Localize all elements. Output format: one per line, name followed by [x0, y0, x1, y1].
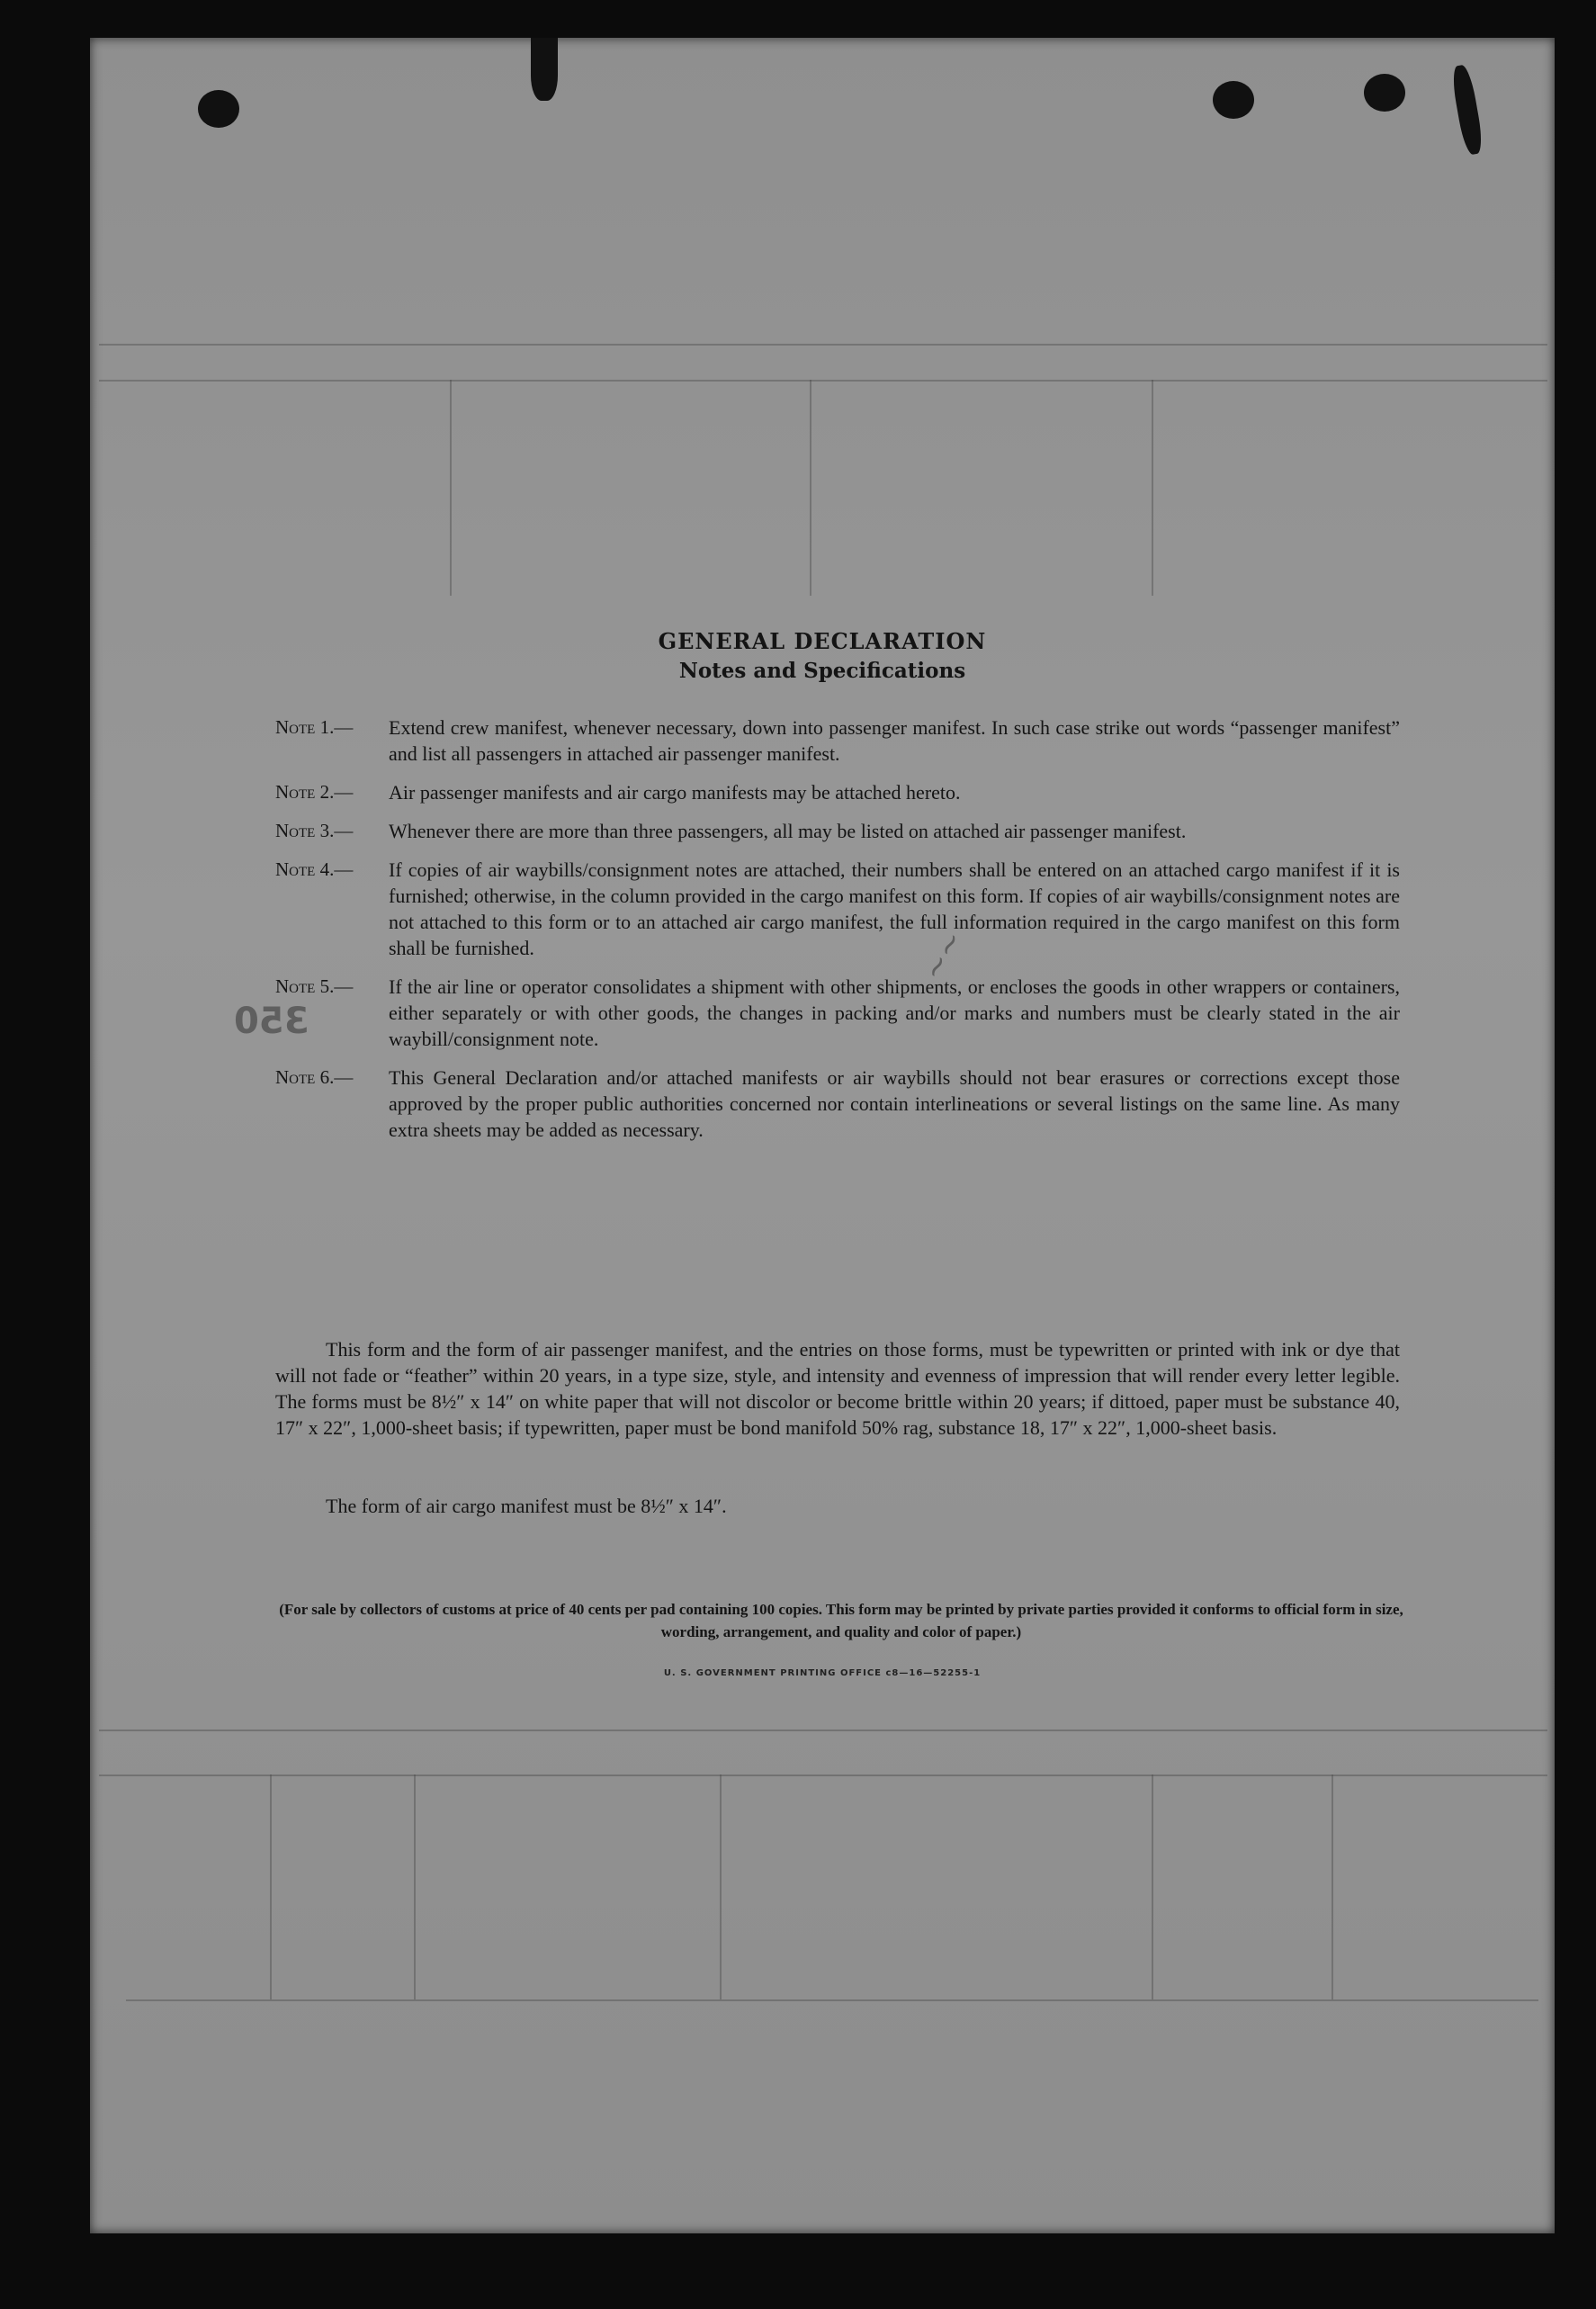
note-6: [275, 1065, 1400, 1143]
form-requirements-paragraph: This form and the form of air passenger manifest, and the entries on those forms, must be typewritten or printed with ink or dye that will not fade or “feather” within 20 years, in a type size, style, and intensity and evenness of impression that will render every letter legible. The forms must be 8½″ x 14″ on white paper that will not discolor or become brittle within 20 years; if dittoed, paper must be substance 40, 17″ x 22″, 1,000-sheet basis; if typewritten, paper must be bond manifold 50% rag, substance 18, 17″ x 22″, 1,000-sheet basis.: [275, 1338, 1400, 1439]
note-label: Note 3.—: [275, 820, 354, 841]
note-text: Whenever there are more than three passengers, all may be listed on attached air passenger manifest.: [389, 820, 1187, 842]
note-1: [275, 714, 1400, 767]
ghost-rule: [99, 380, 1547, 382]
punch-hole: [198, 90, 239, 128]
note-label: Note 2.—: [275, 781, 354, 803]
ghost-rule: [1331, 1774, 1333, 1999]
note-4: [275, 857, 1400, 961]
page-title: GENERAL DECLARATION: [658, 628, 987, 654]
cargo-manifest-size-note: The form of air cargo manifest must be 8½″ x 14″.: [326, 1495, 727, 1517]
paper-tear: [531, 38, 558, 101]
ghost-rule: [810, 380, 811, 596]
printer-imprint: U. S. GOVERNMENT PRINTING OFFICE c8—16—52255-1: [663, 1668, 982, 1678]
note-text: If copies of air waybills/consignment notes are attached, their numbers shall be entered on an attached cargo manifest if it is furnished; otherwise, in the column provided in the cargo manifest on this form. If copies of air waybills/consignment notes are not attached to this form or to an attached air cargo manifest, the full information required in the cargo manifest on this form shall be furnished.: [389, 858, 1400, 959]
ghost-rule: [99, 344, 1547, 346]
ghost-rule: [1152, 380, 1153, 596]
sale-note: (For sale by collectors of customs at price of 40 cents per pad containing 100 copies. This form may be printed by private parties provided it conforms to official form in size, wording, arrangement, and quality and color of paper.): [279, 1601, 1403, 1640]
ghost-rule: [414, 1774, 416, 1999]
note-5: [275, 974, 1400, 1052]
ghost-rule: [450, 380, 452, 596]
note-label: Note 1.—: [275, 716, 354, 738]
ghost-rule: [270, 1774, 272, 1999]
punch-hole: [1213, 81, 1254, 119]
notes-list: [275, 714, 1400, 1155]
ghost-rule: [99, 1774, 1547, 1776]
note-2: [275, 779, 1400, 805]
note-3: [275, 818, 1400, 844]
stamp-number: 350: [234, 1001, 309, 1042]
note-text: Air passenger manifests and air cargo manifests may be attached hereto.: [389, 781, 961, 804]
handwritten-mark: ~~: [914, 924, 973, 987]
note-label: Note 6.—: [275, 1066, 354, 1088]
document-page: [90, 38, 1555, 2233]
paper-tear: [1449, 64, 1484, 156]
ghost-rule: [720, 1774, 722, 1999]
note-label: Note 4.—: [275, 858, 354, 880]
ghost-rule: [126, 1999, 1538, 2001]
ghost-rule: [99, 1730, 1547, 1731]
ghost-rule: [1152, 1774, 1153, 1999]
punch-hole: [1364, 74, 1405, 112]
note-text: If the air line or operator consolidates a shipment with other shipments, or encloses the goods in other wrappers or containers, either separately or with other goods, the changes in packing and/or marks and numbers must be clearly stated in the air waybill/consignment note.: [389, 975, 1400, 1050]
note-label: Note 5.—: [275, 975, 354, 997]
page-subtitle: Notes and Specifications: [678, 659, 966, 683]
note-text: This General Declaration and/or attached manifests or air waybills should not bear erasures or corrections except those approved by the proper public authorities concerned nor contain interlineations or several listings on the same line. As many extra sheets may be added as necessary.: [389, 1066, 1400, 1141]
note-text: Extend crew manifest, whenever necessary, down into passenger manifest. In such case strike out words “passenger manifest” and list all passengers in attached air passenger manifest.: [389, 716, 1400, 765]
